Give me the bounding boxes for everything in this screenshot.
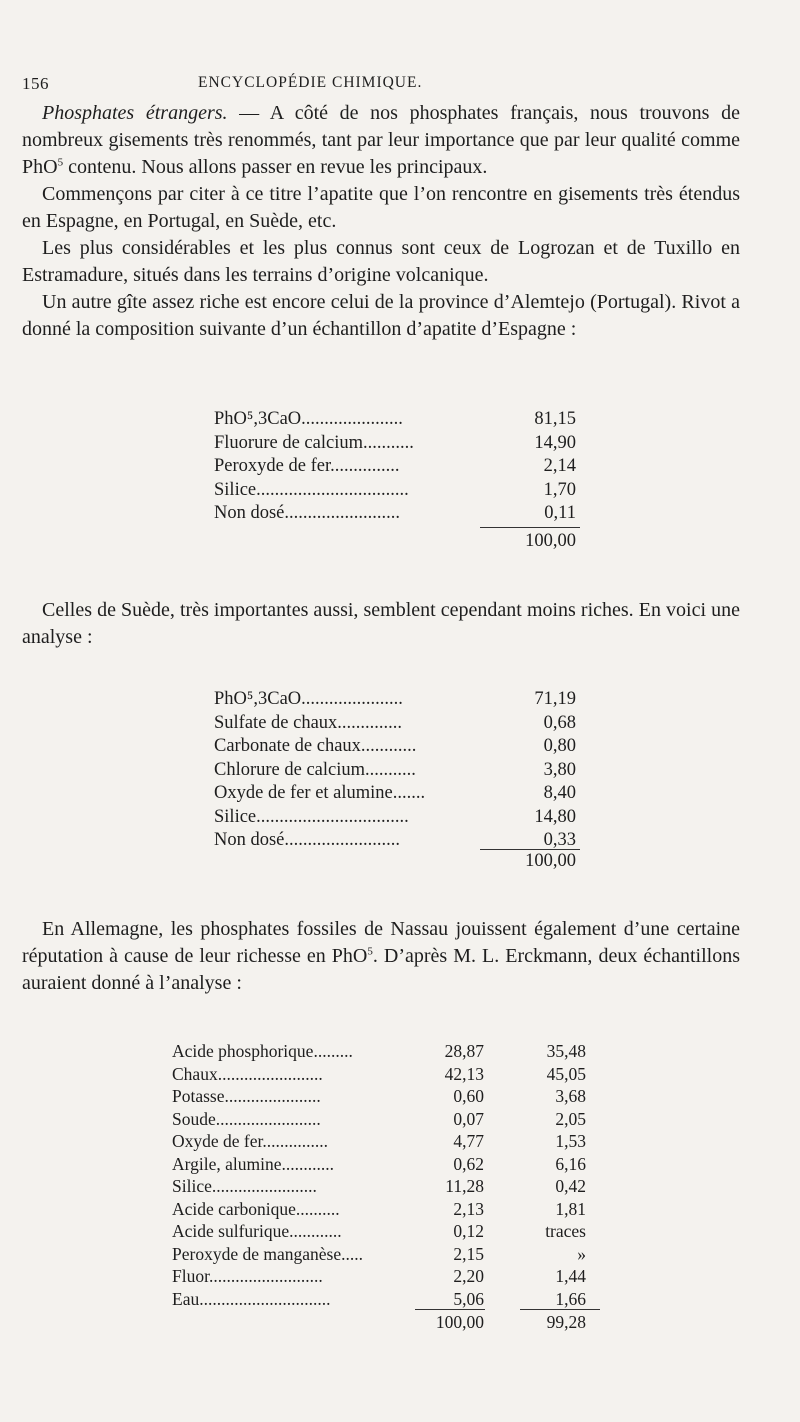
row-label: Fluor..........................	[172, 1266, 323, 1286]
row-value: 0,33	[543, 830, 576, 850]
table-row	[172, 1108, 602, 1131]
dot-leader: ............	[289, 1221, 342, 1241]
row-value-1: 2,13	[453, 1198, 484, 1219]
row-value-2: 3,68	[555, 1086, 586, 1106]
dot-leader: ............	[360, 736, 417, 756]
row-label: Chlorure de calcium...........	[214, 759, 416, 780]
dot-leader: ...............	[262, 1131, 329, 1151]
table-row	[214, 759, 584, 783]
row-value: 0,11	[544, 503, 576, 523]
page-number: 156	[22, 74, 49, 93]
table-row	[172, 1288, 602, 1311]
table-row	[172, 1130, 602, 1153]
dot-leader: ........................	[211, 1176, 317, 1196]
row-label: Argile, alumine............	[172, 1153, 335, 1174]
row-label: Non dosé.........................	[214, 830, 401, 850]
table-row	[214, 408, 584, 432]
paragraph-phosphates-etrangers: Phosphates étrangers. — A côté de nos phosphates français, nous trouvons de nombreux gisements très renommés, tant par leur importance que par leur qualité comme PhO$^5$ contenu. Nous allons passer en revue les principaux.	[22, 102, 740, 178]
dot-leader: ........................	[217, 1063, 323, 1084]
table-row	[214, 479, 584, 503]
row-value-2: traces	[545, 1221, 586, 1241]
total-value-2: 99,28	[546, 1312, 586, 1332]
row-value: 0,68	[543, 712, 576, 733]
row-value-2: 0,42	[555, 1176, 586, 1196]
dot-leader: ..............................	[199, 1288, 331, 1309]
dot-leader: ......................	[301, 409, 403, 429]
table-row	[172, 1265, 602, 1288]
table-row	[172, 1220, 602, 1243]
dot-leader: ...........	[362, 432, 414, 453]
row-value-2: 45,05	[546, 1063, 586, 1084]
total-row	[214, 850, 584, 874]
table-row	[214, 735, 584, 759]
row-label: Sulfate de chaux..............	[214, 712, 403, 733]
dot-leader: ......................	[301, 689, 403, 709]
body-text-2	[22, 597, 740, 651]
table-row	[214, 782, 584, 806]
table-row	[214, 806, 584, 830]
paragraph-allemagne: En Allemagne, les phosphates fossiles de Nassau jouissent également d’une certaine réputation à cause de leur richesse en PhO$^5$. D’après M. L. Erckmann, deux échantillons auraient donné à l’analyse :	[22, 918, 740, 994]
dot-leader: ......................	[224, 1086, 321, 1106]
table-row	[214, 455, 584, 479]
row-label: Silice.................................	[214, 806, 409, 827]
row-value: 81,15	[534, 409, 576, 429]
row-value-2: 1,66	[555, 1288, 586, 1309]
table-row	[172, 1040, 602, 1063]
paragraph-logrozan: Les plus considérables et les plus connus sont ceux de Logrozan et de Tuxillo en Estramadure, situés dans les terrains d’origine volcanique.	[22, 237, 740, 286]
dot-leader: ...........	[365, 759, 416, 780]
table-row	[214, 688, 584, 712]
row-value-1: 28,87	[444, 1041, 484, 1061]
row-label: Peroxyde de manganèse.....	[172, 1243, 363, 1264]
dot-leader: .................................	[256, 479, 409, 500]
row-value: 0,80	[543, 736, 576, 756]
row-value: 3,80	[543, 759, 576, 780]
row-label: Potasse......................	[172, 1086, 321, 1106]
table-row	[172, 1198, 602, 1221]
dot-leader: ........................	[215, 1108, 321, 1129]
row-label: Non dosé.........................	[214, 503, 401, 523]
row-value-1: 0,12	[453, 1221, 484, 1241]
dot-leader: ..........................	[208, 1266, 323, 1286]
row-label: Eau..............................	[172, 1288, 331, 1309]
row-label: Oxyde de fer et alumine.......	[214, 783, 426, 803]
row-value: 14,90	[534, 432, 576, 453]
row-value-1: 0,07	[453, 1108, 484, 1129]
row-label: Chaux........................	[172, 1063, 323, 1084]
row-value-1: 0,60	[453, 1086, 484, 1106]
row-value-1: 0,62	[453, 1153, 484, 1174]
total-rule	[480, 527, 580, 528]
row-value-2: 35,48	[546, 1041, 586, 1061]
total-value-1: 100,00	[435, 1312, 484, 1332]
table-row	[214, 432, 584, 456]
body-text-1	[22, 100, 740, 343]
section-heading: Phosphates étrangers.	[42, 102, 228, 124]
row-label: Silice.................................	[214, 479, 409, 500]
row-value-2: 2,05	[555, 1108, 586, 1129]
dot-leader: ............	[281, 1153, 335, 1174]
row-label: PhO⁵,3CaO......................	[214, 409, 403, 429]
paragraph-apatite: Commençons par citer à ce titre l’apatite que l’on rencontre en gisements très étendus en Espagne, en Portugal, en Suède, etc.	[22, 183, 740, 232]
paragraph-suede: Celles de Suède, très importantes aussi, semblent cependant moins riches. En voici une analyse :	[22, 599, 740, 648]
table-row	[214, 502, 584, 526]
running-title: ENCYCLOPÉDIE CHIMIQUE.	[198, 74, 423, 91]
row-label: Carbonate de chaux............	[214, 736, 417, 756]
row-value-2: 6,16	[555, 1153, 586, 1174]
row-label: Acide carbonique..........	[172, 1198, 340, 1219]
row-value-2: 1,53	[555, 1131, 586, 1151]
row-label: Silice........................	[172, 1176, 317, 1196]
row-value-1: 11,28	[445, 1176, 484, 1196]
total-value: 100,00	[525, 851, 576, 871]
dot-leader: .........	[313, 1041, 353, 1061]
table-row	[172, 1085, 602, 1108]
dot-leader: .........................	[284, 503, 401, 523]
analysis-table-espagne	[214, 408, 584, 526]
table-row	[172, 1243, 602, 1266]
dot-leader: ..........	[295, 1198, 340, 1219]
dot-leader: .........................	[284, 830, 401, 850]
dot-leader: ..............	[337, 712, 403, 733]
row-value: 2,14	[543, 456, 576, 476]
row-label: Oxyde de fer...............	[172, 1131, 329, 1151]
dot-leader: .......	[392, 783, 426, 803]
row-value-1: 42,13	[444, 1063, 484, 1084]
row-label: Acide sulfurique............	[172, 1221, 342, 1241]
total-value: 100,00	[525, 531, 576, 551]
body-text-3	[22, 916, 740, 997]
row-label: Soude........................	[172, 1108, 321, 1129]
dot-leader: .....	[341, 1243, 363, 1264]
row-value-2: 1,44	[555, 1266, 586, 1286]
total-rule-1	[415, 1309, 485, 1310]
row-value: 14,80	[534, 806, 576, 827]
row-label: Fluorure de calcium...........	[214, 432, 414, 453]
dot-leader: ...............	[330, 456, 400, 476]
row-label: Acide phosphorique.........	[172, 1041, 353, 1061]
table-row	[172, 1153, 602, 1176]
row-value-1: 2,20	[453, 1266, 484, 1286]
dot-leader: .................................	[256, 806, 409, 827]
row-value-1: 5,06	[453, 1288, 484, 1309]
row-value-1: 2,15	[453, 1243, 484, 1264]
row-value-2: 1,81	[555, 1198, 586, 1219]
total-row	[172, 1311, 602, 1334]
row-value: 71,19	[534, 689, 576, 709]
row-label: Peroxyde de fer...............	[214, 456, 400, 476]
total-rule-2	[520, 1309, 600, 1310]
table-row	[172, 1175, 602, 1198]
paragraph-alemtejo: Un autre gîte assez riche est encore celui de la province d’Alemtejo (Portugal). Rivot a donné la composition suivante d’un échantillon d’apatite d’Espagne :	[22, 291, 740, 340]
analysis-table-suede	[214, 688, 584, 853]
row-value-1: 4,77	[453, 1131, 484, 1151]
row-value-2: »	[577, 1243, 586, 1264]
total-row	[214, 530, 584, 554]
table-row	[214, 712, 584, 736]
row-value: 1,70	[543, 479, 576, 500]
row-label: PhO⁵,3CaO......................	[214, 689, 403, 709]
table-row	[172, 1063, 602, 1086]
row-value: 8,40	[543, 783, 576, 803]
analysis-table-nassau	[172, 1040, 602, 1310]
